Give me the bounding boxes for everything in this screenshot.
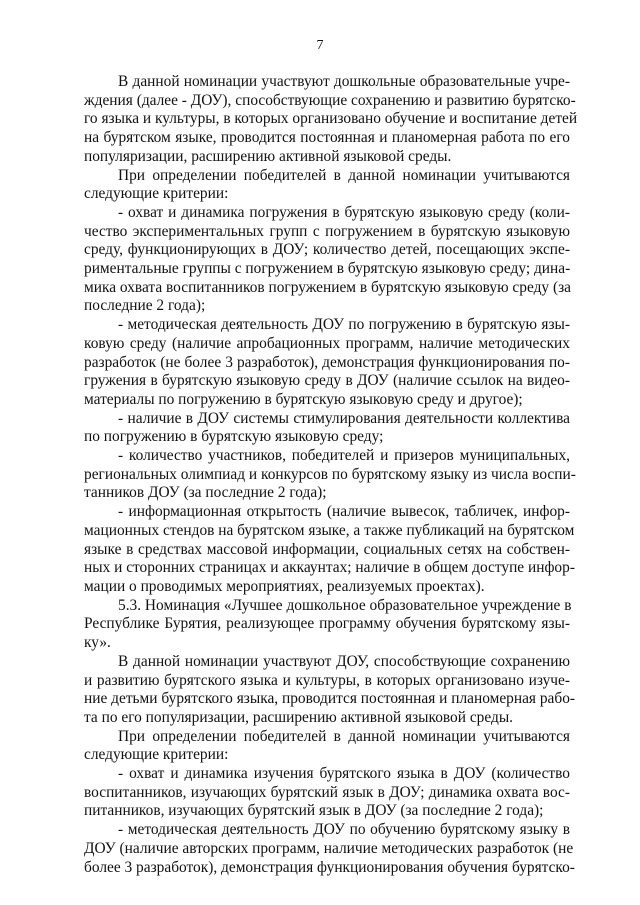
text-line: и развитию бурятского языка и культуры, в которых организовано изуче- (84, 671, 570, 689)
text-line: - количество участников, победителей и призеров муниципальных, (118, 447, 570, 465)
paragraph (84, 167, 570, 204)
text-line: - информационная открытость (наличие вывесок, табличек, инфор- (118, 503, 570, 521)
paragraph (84, 728, 570, 765)
text-line: В данной номинации участвуют ДОУ, способствующие сохранению (118, 652, 570, 670)
text-line: гружения в бурятскую языковую среду в ДОУ (наличие ссылок на видео- (84, 372, 570, 390)
text-line: При определении победителей в данной номинации учитываются (118, 166, 570, 184)
text-line: танников ДОУ (за последние 2 года); (84, 484, 327, 502)
text-line: мационных стендов на бурятском языке, а также публикаций на бурятском (84, 521, 575, 539)
text-line: ние детьми бурятского языка, проводится постоянная и планомерная рабо- (84, 690, 576, 708)
text-line: питанников, изучающих бурятский язык в ДОУ (за последние 2 года); (84, 802, 544, 820)
document-body (84, 73, 578, 877)
text-line: риментальные группы с погружением в бурятскую языковую среду; дина- (84, 260, 571, 278)
text-line: - методическая деятельность ДОУ по обучению бурятскому языку в (118, 821, 570, 839)
text-line: 5.3. Номинация «Лучшее дошкольное образовательное учреждение в (118, 596, 572, 614)
paragraph (84, 410, 570, 447)
text-line: го языка и культуры, в которых организовано обучение и воспитание детей (84, 110, 578, 128)
text-line: мика охвата воспитанников погружением в бурятскую языковую среду (за (84, 278, 571, 296)
text-line: - охват и динамика изучения бурятского языка в ДОУ (количество (118, 765, 570, 783)
text-line: та по его популяризации, расширению активной языковой среды. (84, 708, 514, 726)
text-line: ных и сторонних страницах и аккаунтах; наличие в общем доступе инфор- (84, 559, 575, 577)
text-line: ждения (далее - ДОУ), способствующие сохранению и развитию бурятско- (84, 91, 576, 109)
text-line: разработок (не более 3 разработок), демонстрация функционирования по- (84, 353, 570, 371)
paragraph (84, 597, 570, 653)
text-line: более 3 разработок), демонстрация функционирования обучения бурятско- (84, 858, 575, 876)
text-line: ковую среду (наличие апробационных программ, наличие методических (84, 334, 570, 352)
text-line: популяризации, расширению активной языковой среды. (84, 147, 452, 165)
text-line: последние 2 года); (84, 297, 206, 315)
text-line: региональных олимпиад и конкурсов по бурятскому языку из числа воспи- (84, 465, 576, 483)
text-line: среду, функционирующих в ДОУ; количество детей, посещающих экспе- (84, 241, 570, 259)
paragraph (84, 447, 576, 503)
text-line: чество экспериментальных групп с погружением в бурятскую языковую (84, 222, 570, 240)
paragraph (84, 316, 570, 410)
text-line: следующие критерии: (84, 746, 229, 764)
text-line: В данной номинации участвуют дошкольные образовательные учре- (118, 73, 570, 90)
text-line: по погружению в бурятскую языковую среду; (84, 428, 384, 446)
text-line: При определении победителей в данной номинации учитываются (118, 727, 570, 745)
paragraph (84, 765, 570, 821)
text-line: материалы по погружению в бурятскую языковую среду и другое); (84, 390, 523, 408)
text-line: - наличие в ДОУ системы стимулирования деятельности коллектива (118, 409, 570, 427)
paragraph (84, 503, 575, 597)
text-line: - охват и динамика погружения в бурятскую языковую среду (коли- (118, 203, 570, 221)
paragraph (84, 821, 575, 877)
text-line: ДОУ (наличие авторских программ, наличие методических разработок (не (84, 839, 574, 857)
text-line: следующие критерии: (84, 185, 229, 203)
text-line: - методическая деятельность ДОУ по погружению в бурятскую язы- (118, 316, 570, 334)
page-number: 7 (316, 38, 324, 53)
text-line: мации о проводимых мероприятиях, реализуемых проектах). (84, 577, 485, 595)
paragraph (84, 73, 578, 167)
text-line: языке в средствах массовой информации, социальных сетях на собствен- (84, 540, 570, 558)
text-line: на бурятском языке, проводится постоянная и планомерная работа по его (84, 129, 570, 147)
paragraph (84, 652, 576, 728)
text-line: Республике Бурятия, реализующее программу обучения бурятскому язы- (84, 615, 570, 633)
paragraph (84, 204, 570, 316)
text-line: воспитанников, изучающих бурятский язык в ДОУ; динамика охвата вос- (84, 783, 570, 801)
text-line: ку». (84, 634, 111, 652)
